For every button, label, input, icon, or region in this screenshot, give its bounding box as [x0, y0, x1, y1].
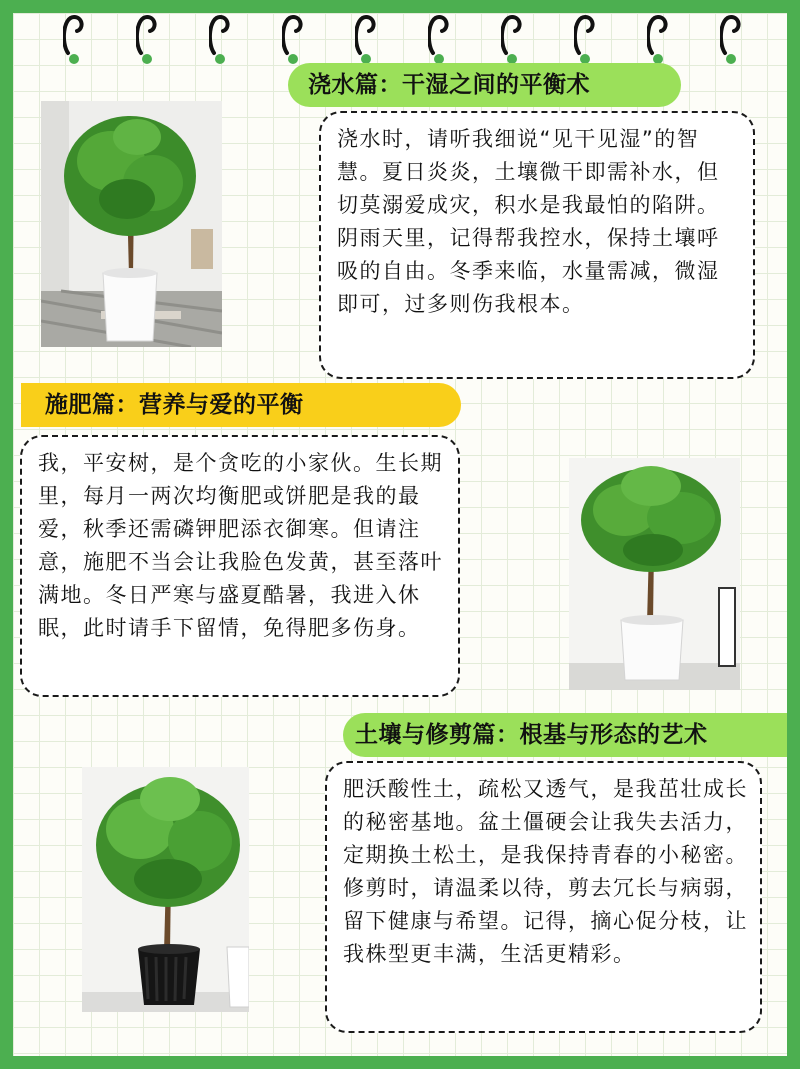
plant-photo-2 — [569, 458, 740, 690]
plant-photo-3 — [82, 767, 249, 1012]
binder-ring-icon — [63, 13, 85, 73]
binder-ring-icon — [209, 13, 231, 73]
section-body-soil-pruning: 肥沃酸性土，疏松又透气，是我茁壮成长的秘密基地。盆土僵硬会让我失去活力，定期换土松土，是我保持青春的小秘密。修剪时，请温柔以待，剪去冗长与病弱，留下健康与希望。记得，摘心促分枝，让我株型更丰满，生活更精彩。 — [325, 761, 762, 1033]
potted-tree-black-pot-icon — [82, 767, 249, 1012]
binder-ring-icon — [720, 13, 742, 73]
notebook-page — [13, 13, 787, 1056]
section-heading-soil-pruning: 土壤与修剪篇：根基与形态的艺术 — [343, 713, 787, 757]
potted-tree-white-pot-icon — [41, 101, 222, 347]
binder-ring-icon — [136, 13, 158, 73]
section-body-watering: 浇水时，请听我细说“见干见湿”的智慧。夏日炎炎，土壤微干即需补水，但切莫溺爱成灾，积水是我最怕的陷阱。阴雨天里，记得帮我控水，保持土壤呼吸的自由。冬季来临，水量需减，微湿即可，过多则伤我根本。 — [319, 111, 755, 379]
section-heading-fertilizing: 施肥篇：营养与爱的平衡 — [21, 383, 461, 427]
potted-tree-white-pot-icon — [569, 458, 740, 690]
plant-photo-1 — [41, 101, 222, 347]
section-body-fertilizing: 我，平安树，是个贪吃的小家伙。生长期里，每月一两次均衡肥或饼肥是我的最爱，秋季还需磷钾肥添衣御寒。但请注意，施肥不当会让我脸色发黄，甚至落叶满地。冬日严寒与盛夏酷暑，我进入休眠，此时请手下留情，免得肥多伤身。 — [20, 435, 460, 697]
section-heading-watering: 浇水篇：干湿之间的平衡术 — [288, 63, 681, 107]
